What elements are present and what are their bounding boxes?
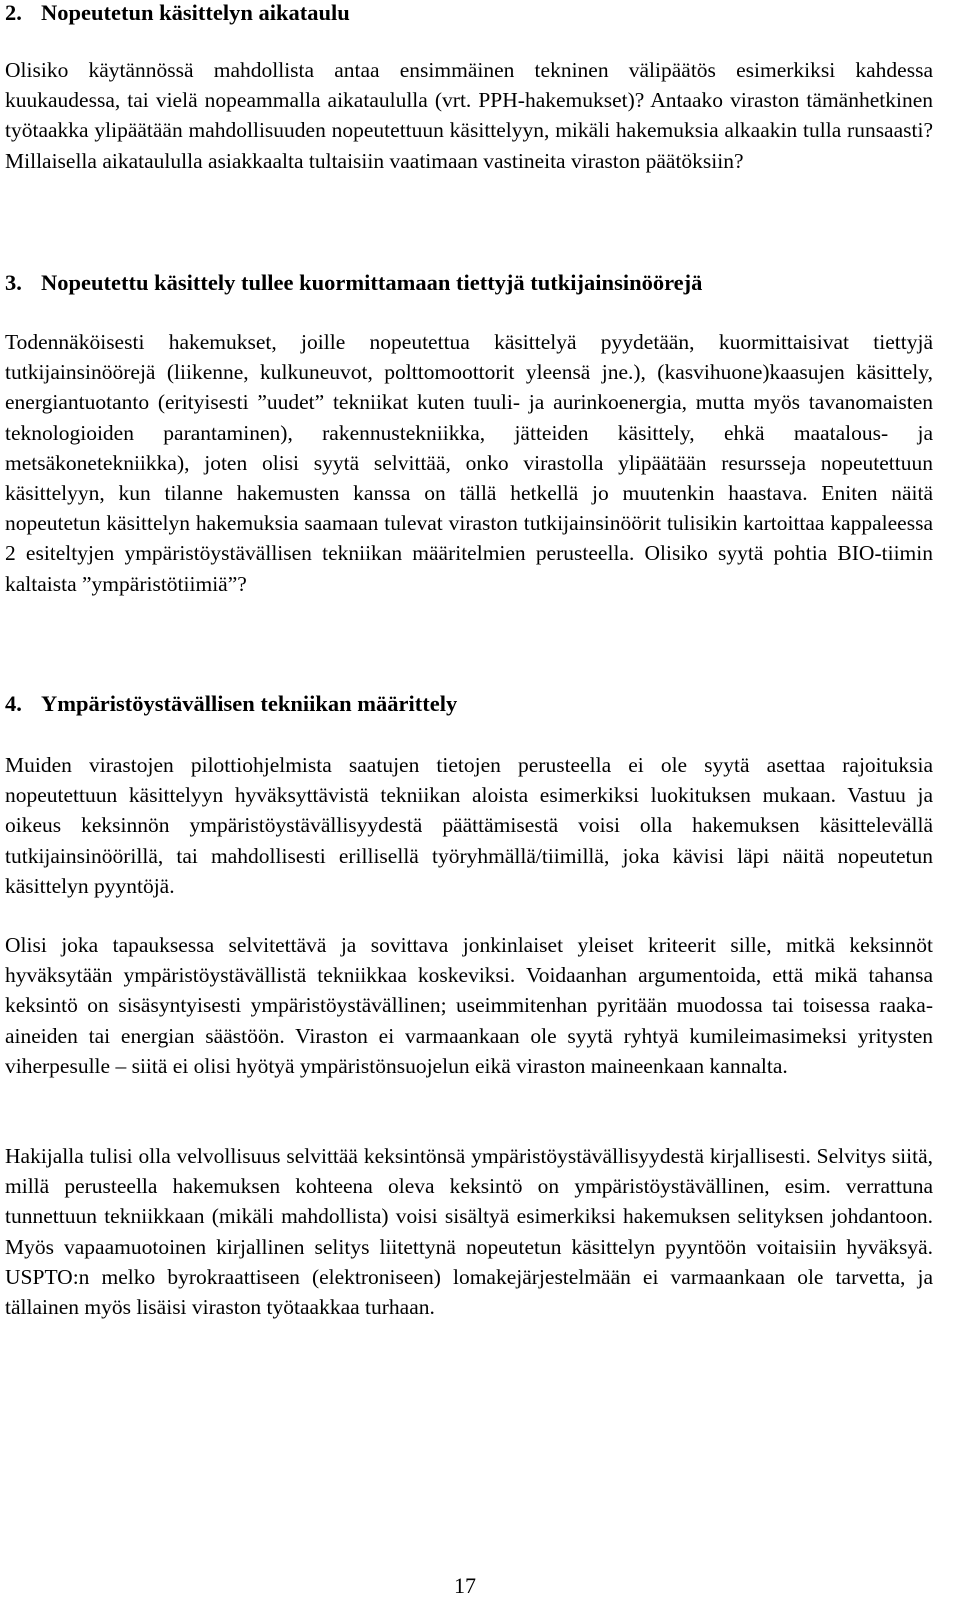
section-title: Nopeutetun käsittelyn aikataulu xyxy=(41,0,350,25)
section-heading-2 xyxy=(5,0,350,28)
section-heading-4 xyxy=(5,689,457,719)
section-number: 3. xyxy=(5,270,22,295)
section-4-paragraph-1: Muiden virastojen pilottiohjelmista saatujen tietojen perusteella ei ole syytä asettaa rajoituksia nopeutettuun käsittelyyn hyväksyttävistä tekniikan aloista esimerkiksi luokituksen mukaan. Vastuu ja oikeus keksinnön ympäristöystävällisyydestä päättämisestä voisi olla hakemuksen käsittelevällä tutkijainsinöörillä, tai mahdollisesti erillisellä työryhmällä/tiimillä, joka kävisi läpi näitä nopeutetun käsittelyn pyyntöjä. xyxy=(5,753,933,898)
section-3-paragraph-1: Todennäköisesti hakemukset, joille nopeutettua käsittelyä pyydetään, kuormittaisivat tiettyjä tutkijainsinöörejä (liikenne, kulkuneuvot, polttomoottorit yleensä jne.), (kasvihuone)kaasujen käsittely, energiantuotanto (erityisesti ”uudet” tekniikat kuten tuuli- ja aurinkoenergia, mutta myös tavanomaisten teknologioiden parantaminen), rakennustekniikka, jätteiden käsittely, ehkä maatalous- ja metsäkonetekniikka), joten olisi syytä selvittää, onko virastolla ylipäätään resursseja nopeutettuun käsittelyyn, kun tilanne hakemusten kanssa on tällä hetkellä jo muutenkin haastava. Eniten näitä nopeutetun käsittelyn hakemuksia saamaan tulevat viraston tutkijainsinöörit tulisikin kartoittaa kappaleessa 2 esiteltyjen ympäristöystävällisen tekniikan määritelmien perusteella. Olisiko syytä pohtia BIO-tiimin kaltaista ”ympäristötiimiä”? xyxy=(5,330,933,596)
section-title: Nopeutettu käsittely tullee kuormittamaan tiettyjä tutkijainsinöörejä xyxy=(41,270,703,295)
page-number: 17 xyxy=(454,1573,476,1598)
section-4-paragraph-3: Hakijalla tulisi olla velvollisuus selvittää keksintönsä ympäristöystävällisyydestä kirjallisesti. Selvitys siitä, millä perusteella hakemuksen kohteena oleva keksintö on ympäristöystävällinen, esim. verrattuna tunnettuun tekniikkaan (mikäli mahdollista) voisi sisältyä esimerkiksi hakemuksen selityksen johdantoon. Myös vapaamuotoinen kirjallinen selitys liitettynä nopeutetun käsittelyn pyyntöön voitaisiin hyväksyä. USPTO:n melko byrokraattiseen (elektroniseen) lomakejärjestelmään ei varmaankaan ole tarvetta, ja tällainen myös lisäisi viraston työtaakkaa turhaan. xyxy=(5,1144,933,1320)
section-title: Ympäristöystävällisen tekniikan määrittely xyxy=(41,691,458,716)
section-2-paragraph-1: Olisiko käytännössä mahdollista antaa ensimmäinen tekninen välipäätös esimerkiksi kahdessa kuukaudessa, tai vielä nopeammalla aikataululla (vrt. PPH-hakemukset)? Antaako viraston tämänhetkinen työtaakka ylipäätään mahdollisuuden nopeutettuun käsittelyyn, mikäli hakemuksia alkaakin tulla runsaasti? Millaisella aikataululla asiakkaalta tultaisiin vaatimaan vastineita viraston päätöksiin? xyxy=(5,58,933,173)
section-4-paragraph-2: Olisi joka tapauksessa selvitettävä ja sovittava jonkinlaiset yleiset kriteerit sille, mitkä keksinnöt hyväksytään ympäristöystävällistä tekniikkaa koskeviksi. Voidaanhan argumentoida, että mikä tahansa keksintö on sisäsyntyisesti ympäristöystävällinen; useimmitenhan pyritään muodossa tai toisessa raaka-aineiden tai energian säästöön. Viraston ei varmaankaan ole syytä ryhtyä kumileimasimeksi yritysten viherpesulle – siitä ei olisi hyötyä ympäristönsuojelun eikä viraston maineenkaan kannalta. xyxy=(5,933,933,1078)
section-heading-3 xyxy=(5,268,702,298)
section-number: 4. xyxy=(5,691,22,716)
section-number: 2. xyxy=(5,0,22,25)
